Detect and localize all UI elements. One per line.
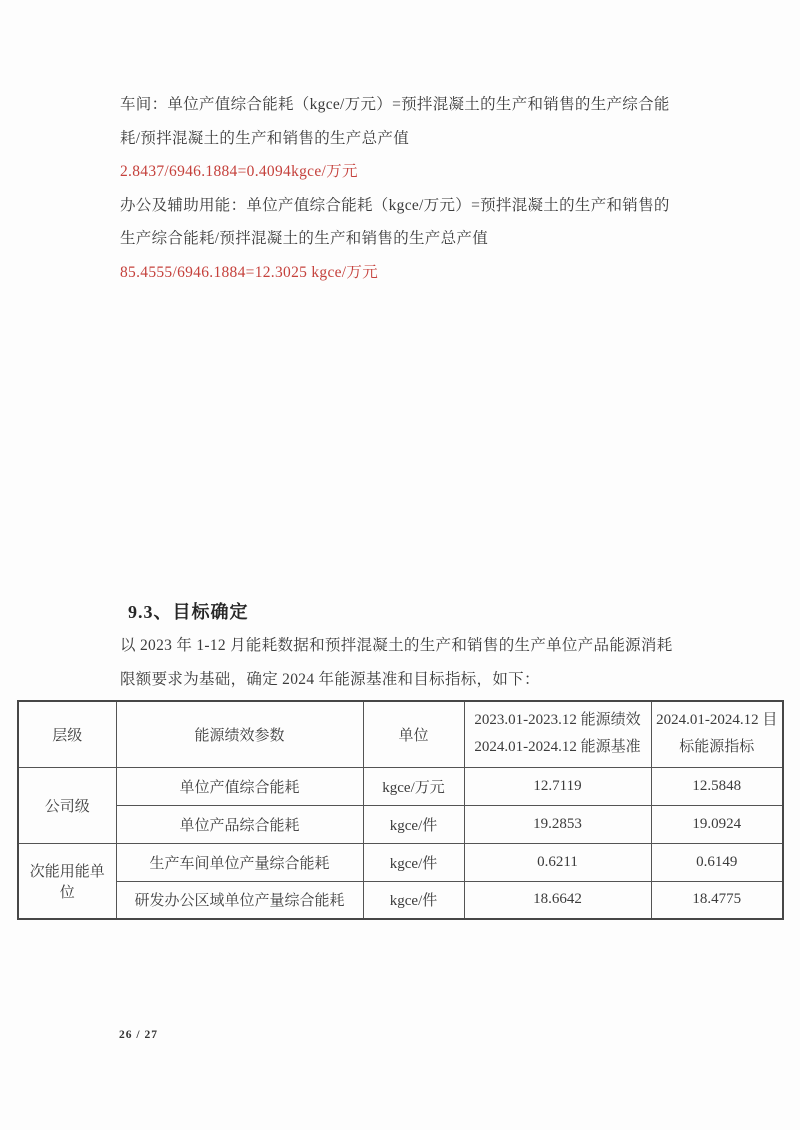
paragraph-line: 以 2023 年 1-12 月能耗数据和预拌混凝土的生产和销售的生产单位产品能源消耗	[120, 637, 673, 654]
target-cell: 18.4775	[651, 881, 783, 919]
target-cell: 12.5848	[651, 767, 783, 805]
unit-cell: kgce/件	[363, 881, 464, 919]
table-header-level: 层级	[18, 701, 116, 767]
table-row	[18, 881, 783, 919]
table-header-row	[18, 701, 783, 767]
unit-cell: kgce/件	[363, 843, 464, 881]
page-number: 26 / 27	[119, 1029, 158, 1041]
level-cell: 公司级	[18, 767, 116, 843]
target-cell: 0.6149	[651, 843, 783, 881]
table-header-baseline	[464, 701, 651, 767]
section-heading: 9.3、目标确定	[128, 602, 249, 622]
target-cell: 19.0924	[651, 805, 783, 843]
table-row	[18, 805, 783, 843]
table-header-target: 2024.01-2024.12 目标能源指标	[651, 701, 783, 767]
paragraph-line: 耗/预拌混凝土的生产和销售的生产总产值	[120, 129, 410, 147]
formula-text: 85.4555/6946.1884=12.3025 kgce/万元	[120, 263, 379, 281]
table-header-param: 能源绩效参数	[116, 701, 363, 767]
param-cell: 单位产品综合能耗	[116, 805, 363, 843]
energy-targets-table	[17, 700, 784, 920]
body-text-block	[120, 88, 690, 289]
param-cell: 单位产值综合能耗	[116, 767, 363, 805]
table-header-unit: 单位	[363, 701, 464, 767]
table-row	[18, 767, 783, 805]
section-intro-block	[120, 629, 690, 696]
unit-cell: kgce/件	[363, 805, 464, 843]
param-cell: 研发办公区域单位产量综合能耗	[116, 881, 363, 919]
table-header-baseline-line1: 2023.01-2023.12 能源绩效	[474, 712, 641, 729]
table-header-baseline-line2: 2024.01-2024.12 能源基准	[474, 739, 641, 756]
paragraph-line: 办公及辅助用能：单位产值综合能耗（kgce/万元）=预拌混凝土的生产和销售的	[120, 196, 670, 214]
paragraph-line: 车间：单位产值综合能耗（kgce/万元）=预拌混凝土的生产和销售的生产综合能	[120, 96, 670, 113]
paragraph-line: 限额要求为基础，确定 2024 年能源基准和目标指标，如下：	[120, 670, 540, 688]
paragraph-line: 生产综合能耗/预拌混凝土的生产和销售的生产总产值	[120, 230, 489, 247]
baseline-cell: 0.6211	[464, 843, 651, 881]
level-cell: 次能用能单位	[18, 843, 116, 919]
baseline-cell: 18.6642	[464, 881, 651, 919]
baseline-cell: 19.2853	[464, 805, 651, 843]
unit-cell: kgce/万元	[363, 767, 464, 805]
formula-text: 2.8437/6946.1884=0.4094kgce/万元	[120, 163, 358, 180]
param-cell: 生产车间单位产量综合能耗	[116, 843, 363, 881]
table-row	[18, 843, 783, 881]
baseline-cell: 12.7119	[464, 767, 651, 805]
